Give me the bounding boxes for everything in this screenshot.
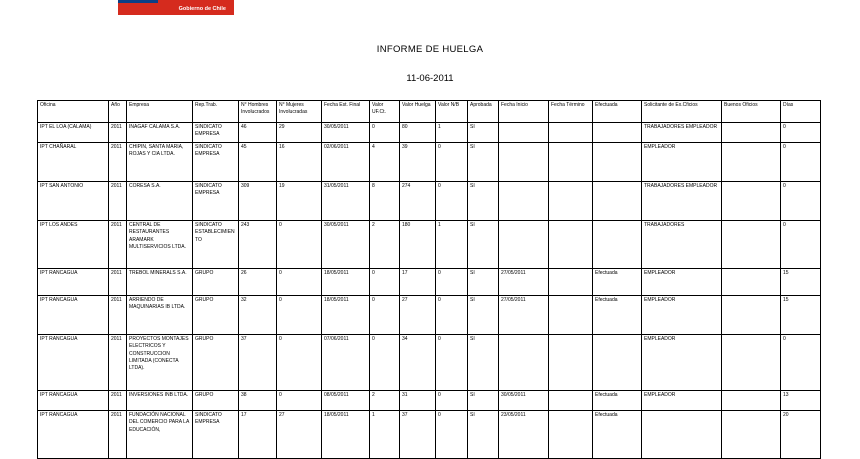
table-cell: 2 bbox=[370, 221, 400, 269]
table-cell: 0 bbox=[277, 391, 322, 411]
table-cell: 180 bbox=[400, 221, 436, 269]
table-cell: IPT RANCAGUA bbox=[38, 296, 109, 335]
table-cell: Efectuada bbox=[593, 269, 642, 296]
table-cell bbox=[499, 123, 549, 143]
table-cell: 0 bbox=[436, 391, 468, 411]
table-cell: 80 bbox=[400, 123, 436, 143]
table-cell: SINDICATO EMPRESA bbox=[193, 411, 239, 459]
table-cell: 274 bbox=[400, 182, 436, 221]
table-cell bbox=[722, 296, 781, 335]
table-cell bbox=[722, 221, 781, 269]
table-cell: 0 bbox=[370, 296, 400, 335]
table-cell: SI bbox=[468, 296, 499, 335]
table-cell bbox=[642, 411, 722, 459]
table-cell: SINDICATO ESTABLECIMIENTO bbox=[193, 221, 239, 269]
table-cell: IPT LOS ANDES bbox=[38, 221, 109, 269]
table-cell: Efectuada bbox=[593, 391, 642, 411]
table-cell: SINDICATO EMPRESA bbox=[193, 182, 239, 221]
table-cell: 0 bbox=[781, 143, 821, 182]
table-cell: Efectuada bbox=[593, 411, 642, 459]
table-header-row bbox=[38, 101, 821, 123]
table-cell bbox=[549, 269, 593, 296]
table-cell bbox=[549, 335, 593, 391]
column-header: Fecha Término bbox=[549, 101, 593, 123]
column-header: Fecha Inicio bbox=[499, 101, 549, 123]
table-cell bbox=[722, 391, 781, 411]
table-row bbox=[38, 411, 821, 459]
table-cell: 19 bbox=[277, 182, 322, 221]
table-cell: 2011 bbox=[109, 123, 127, 143]
table-cell: TRABAJADORES EMPLEADOR bbox=[642, 123, 722, 143]
table-cell: 23/05/2011 bbox=[499, 411, 549, 459]
column-header: Valor N/B bbox=[436, 101, 468, 123]
table-cell: 17 bbox=[400, 269, 436, 296]
column-header: Buenos Oficios bbox=[722, 101, 781, 123]
table-cell: 0 bbox=[370, 335, 400, 391]
table-cell bbox=[722, 411, 781, 459]
column-header: Año bbox=[109, 101, 127, 123]
table-cell: 2011 bbox=[109, 182, 127, 221]
table-cell: 2011 bbox=[109, 296, 127, 335]
table-cell bbox=[549, 182, 593, 221]
table-cell: 1 bbox=[436, 123, 468, 143]
table-cell bbox=[549, 391, 593, 411]
table-cell: 29 bbox=[277, 123, 322, 143]
table-cell: 0 bbox=[781, 221, 821, 269]
column-header: Aprobada bbox=[468, 101, 499, 123]
table-cell: 1 bbox=[370, 411, 400, 459]
table-cell: TRABAJADORES EMPLEADOR bbox=[642, 182, 722, 221]
table-cell: EMPLEADOR bbox=[642, 269, 722, 296]
table-cell: PROYECTOS MONTAJES ELECTRICOS Y CONSTRUCCION LIMITADA (CONECTA LTDA). bbox=[127, 335, 193, 391]
table-cell: IPT SAN ANTONIO bbox=[38, 182, 109, 221]
table-row bbox=[38, 296, 821, 335]
table-cell: 15 bbox=[781, 269, 821, 296]
table-cell: CHIPIN, SANTA MARIA, ROJAS Y CIA LTDA. bbox=[127, 143, 193, 182]
table-cell: 30/05/2011 bbox=[322, 221, 370, 269]
table-cell: 37 bbox=[239, 335, 277, 391]
table-cell: 30/05/2011 bbox=[499, 391, 549, 411]
logo-text: Gobierno de Chile bbox=[178, 6, 226, 12]
table-cell: CENTRAL DE RESTAURANTES ARAMARK MULTISERVICIOS LTDA. bbox=[127, 221, 193, 269]
table-cell: 13 bbox=[781, 391, 821, 411]
table-cell: 46 bbox=[239, 123, 277, 143]
table-cell: 4 bbox=[370, 143, 400, 182]
table-cell bbox=[549, 221, 593, 269]
table-cell bbox=[499, 335, 549, 391]
table-cell: 16 bbox=[277, 143, 322, 182]
table-cell: IPT RANCAGUA bbox=[38, 335, 109, 391]
column-header: Valor UF.Ct. bbox=[370, 101, 400, 123]
table-cell bbox=[593, 143, 642, 182]
table-cell: 0 bbox=[370, 269, 400, 296]
table-cell: GRUPO bbox=[193, 335, 239, 391]
table-cell bbox=[499, 221, 549, 269]
table-cell: ARRIENDO DE MAQUINARIAS IB LTDA. bbox=[127, 296, 193, 335]
table-cell: 31 bbox=[400, 391, 436, 411]
table-cell bbox=[722, 269, 781, 296]
table-cell: SI bbox=[468, 391, 499, 411]
table-cell: 0 bbox=[781, 123, 821, 143]
table-cell bbox=[593, 221, 642, 269]
table-cell bbox=[499, 182, 549, 221]
column-header: N° Mujeres Involucradas bbox=[277, 101, 322, 123]
table-cell: EMPLEADOR bbox=[642, 391, 722, 411]
table-cell: GRUPO bbox=[193, 296, 239, 335]
table-cell: INVERSIONES INB LTDA. bbox=[127, 391, 193, 411]
table-cell: 0 bbox=[436, 296, 468, 335]
table-cell bbox=[722, 123, 781, 143]
gobierno-logo bbox=[118, 0, 234, 15]
table-cell: 243 bbox=[239, 221, 277, 269]
table-cell: 27 bbox=[277, 411, 322, 459]
table-cell: SI bbox=[468, 221, 499, 269]
table-row bbox=[38, 269, 821, 296]
table-cell: 2011 bbox=[109, 335, 127, 391]
table-cell: IPT CHAÑARAL bbox=[38, 143, 109, 182]
table-cell bbox=[722, 143, 781, 182]
table-row bbox=[38, 335, 821, 391]
table-row bbox=[38, 123, 821, 143]
table-cell: IPT EL LOA (CALAMA) bbox=[38, 123, 109, 143]
column-header: N° Hombres Involucrados bbox=[239, 101, 277, 123]
table-cell: SI bbox=[468, 143, 499, 182]
column-header: Oficina bbox=[38, 101, 109, 123]
table-cell: 08/05/2011 bbox=[322, 391, 370, 411]
table-cell: IPT RANCAGUA bbox=[38, 269, 109, 296]
table-cell: 8 bbox=[370, 182, 400, 221]
table-cell: 27 bbox=[400, 296, 436, 335]
column-header: Días bbox=[781, 101, 821, 123]
table-cell bbox=[593, 182, 642, 221]
table-cell: 26 bbox=[239, 269, 277, 296]
table-cell: 2011 bbox=[109, 143, 127, 182]
column-header: Efectuada bbox=[593, 101, 642, 123]
table-cell: GRUPO bbox=[193, 269, 239, 296]
table-cell: 0 bbox=[277, 269, 322, 296]
table-cell: 45 bbox=[239, 143, 277, 182]
table-cell: 15 bbox=[781, 296, 821, 335]
table-cell: 0 bbox=[436, 411, 468, 459]
table-cell: GRUPO bbox=[193, 391, 239, 411]
table-cell: 18/05/2011 bbox=[322, 411, 370, 459]
table-cell: 0 bbox=[436, 269, 468, 296]
table-cell: 2011 bbox=[109, 411, 127, 459]
table-row bbox=[38, 182, 821, 221]
table-row bbox=[38, 221, 821, 269]
table-cell: 18/05/2011 bbox=[322, 296, 370, 335]
table-cell: EMPLEADOR bbox=[642, 296, 722, 335]
table-cell: IPT RANCAGUA bbox=[38, 411, 109, 459]
table-cell: INAGAF CALAMA S.A. bbox=[127, 123, 193, 143]
table-cell: 34 bbox=[400, 335, 436, 391]
table-cell: 27/05/2011 bbox=[499, 296, 549, 335]
table-cell: 20 bbox=[781, 411, 821, 459]
table-cell: 2011 bbox=[109, 269, 127, 296]
column-header: Empresa bbox=[127, 101, 193, 123]
table-cell bbox=[549, 143, 593, 182]
table-cell: 39 bbox=[400, 143, 436, 182]
table-cell: FUNDACIÓN NACIONAL DEL COMERCIO PARA LA EDUCACIÓN, bbox=[127, 411, 193, 459]
report-title: INFORME DE HUELGA bbox=[376, 44, 484, 55]
table-cell: 0 bbox=[781, 182, 821, 221]
table-cell: 0 bbox=[277, 296, 322, 335]
table-cell bbox=[549, 411, 593, 459]
table-cell: EMPLEADOR bbox=[642, 335, 722, 391]
table-cell: 2011 bbox=[109, 221, 127, 269]
table-cell: 32 bbox=[239, 296, 277, 335]
table-cell: SI bbox=[468, 411, 499, 459]
table-cell: Efectuada bbox=[593, 296, 642, 335]
table-row bbox=[38, 143, 821, 182]
logo-band bbox=[118, 3, 234, 15]
table-cell: 31/05/2011 bbox=[322, 182, 370, 221]
table-cell: 1 bbox=[436, 221, 468, 269]
table-cell: 27/05/2011 bbox=[499, 269, 549, 296]
table-cell: 17 bbox=[239, 411, 277, 459]
table-cell: 2011 bbox=[109, 391, 127, 411]
table-cell: 0 bbox=[781, 335, 821, 391]
table-row bbox=[38, 391, 821, 411]
table-cell: 309 bbox=[239, 182, 277, 221]
table-cell: IPT RANCAGUA bbox=[38, 391, 109, 411]
table-cell: SINDICATO EMPRESA bbox=[193, 143, 239, 182]
table-cell: 0 bbox=[436, 335, 468, 391]
column-header: Fecha Est. Final bbox=[322, 101, 370, 123]
column-header: Solicitante de Ex.Cficios bbox=[642, 101, 722, 123]
table-cell: 38 bbox=[239, 391, 277, 411]
column-header: Valor Huelga bbox=[400, 101, 436, 123]
table-cell: EMPLEADOR bbox=[642, 143, 722, 182]
table-cell: TREBOL MINERALS S.A. bbox=[127, 269, 193, 296]
table-cell: 07/06/2011 bbox=[322, 335, 370, 391]
table-cell: CORESA S.A. bbox=[127, 182, 193, 221]
table-cell: 30/05/2011 bbox=[322, 123, 370, 143]
table-cell: SINDICATO EMPRESA bbox=[193, 123, 239, 143]
table-cell: SI bbox=[468, 182, 499, 221]
table-cell bbox=[549, 123, 593, 143]
table-cell: 37 bbox=[400, 411, 436, 459]
table-cell: SI bbox=[468, 269, 499, 296]
table-cell: 2 bbox=[370, 391, 400, 411]
table-cell bbox=[593, 123, 642, 143]
column-header: Rep.Trab. bbox=[193, 101, 239, 123]
table-cell bbox=[499, 143, 549, 182]
table-cell: SI bbox=[468, 335, 499, 391]
table-cell: SI bbox=[468, 123, 499, 143]
table-cell: 18/05/2011 bbox=[322, 269, 370, 296]
table-cell bbox=[549, 296, 593, 335]
table-cell bbox=[722, 182, 781, 221]
table-cell: 0 bbox=[436, 143, 468, 182]
table-cell bbox=[722, 335, 781, 391]
table-cell: TRABAJADORES bbox=[642, 221, 722, 269]
table-cell: 0 bbox=[277, 221, 322, 269]
table-cell: 0 bbox=[436, 182, 468, 221]
table-cell: 02/06/2011 bbox=[322, 143, 370, 182]
table-cell: 0 bbox=[277, 335, 322, 391]
table-cell: 0 bbox=[370, 123, 400, 143]
table-cell bbox=[593, 335, 642, 391]
strike-report-table bbox=[37, 100, 821, 459]
report-date: 11-06-2011 bbox=[406, 73, 454, 84]
